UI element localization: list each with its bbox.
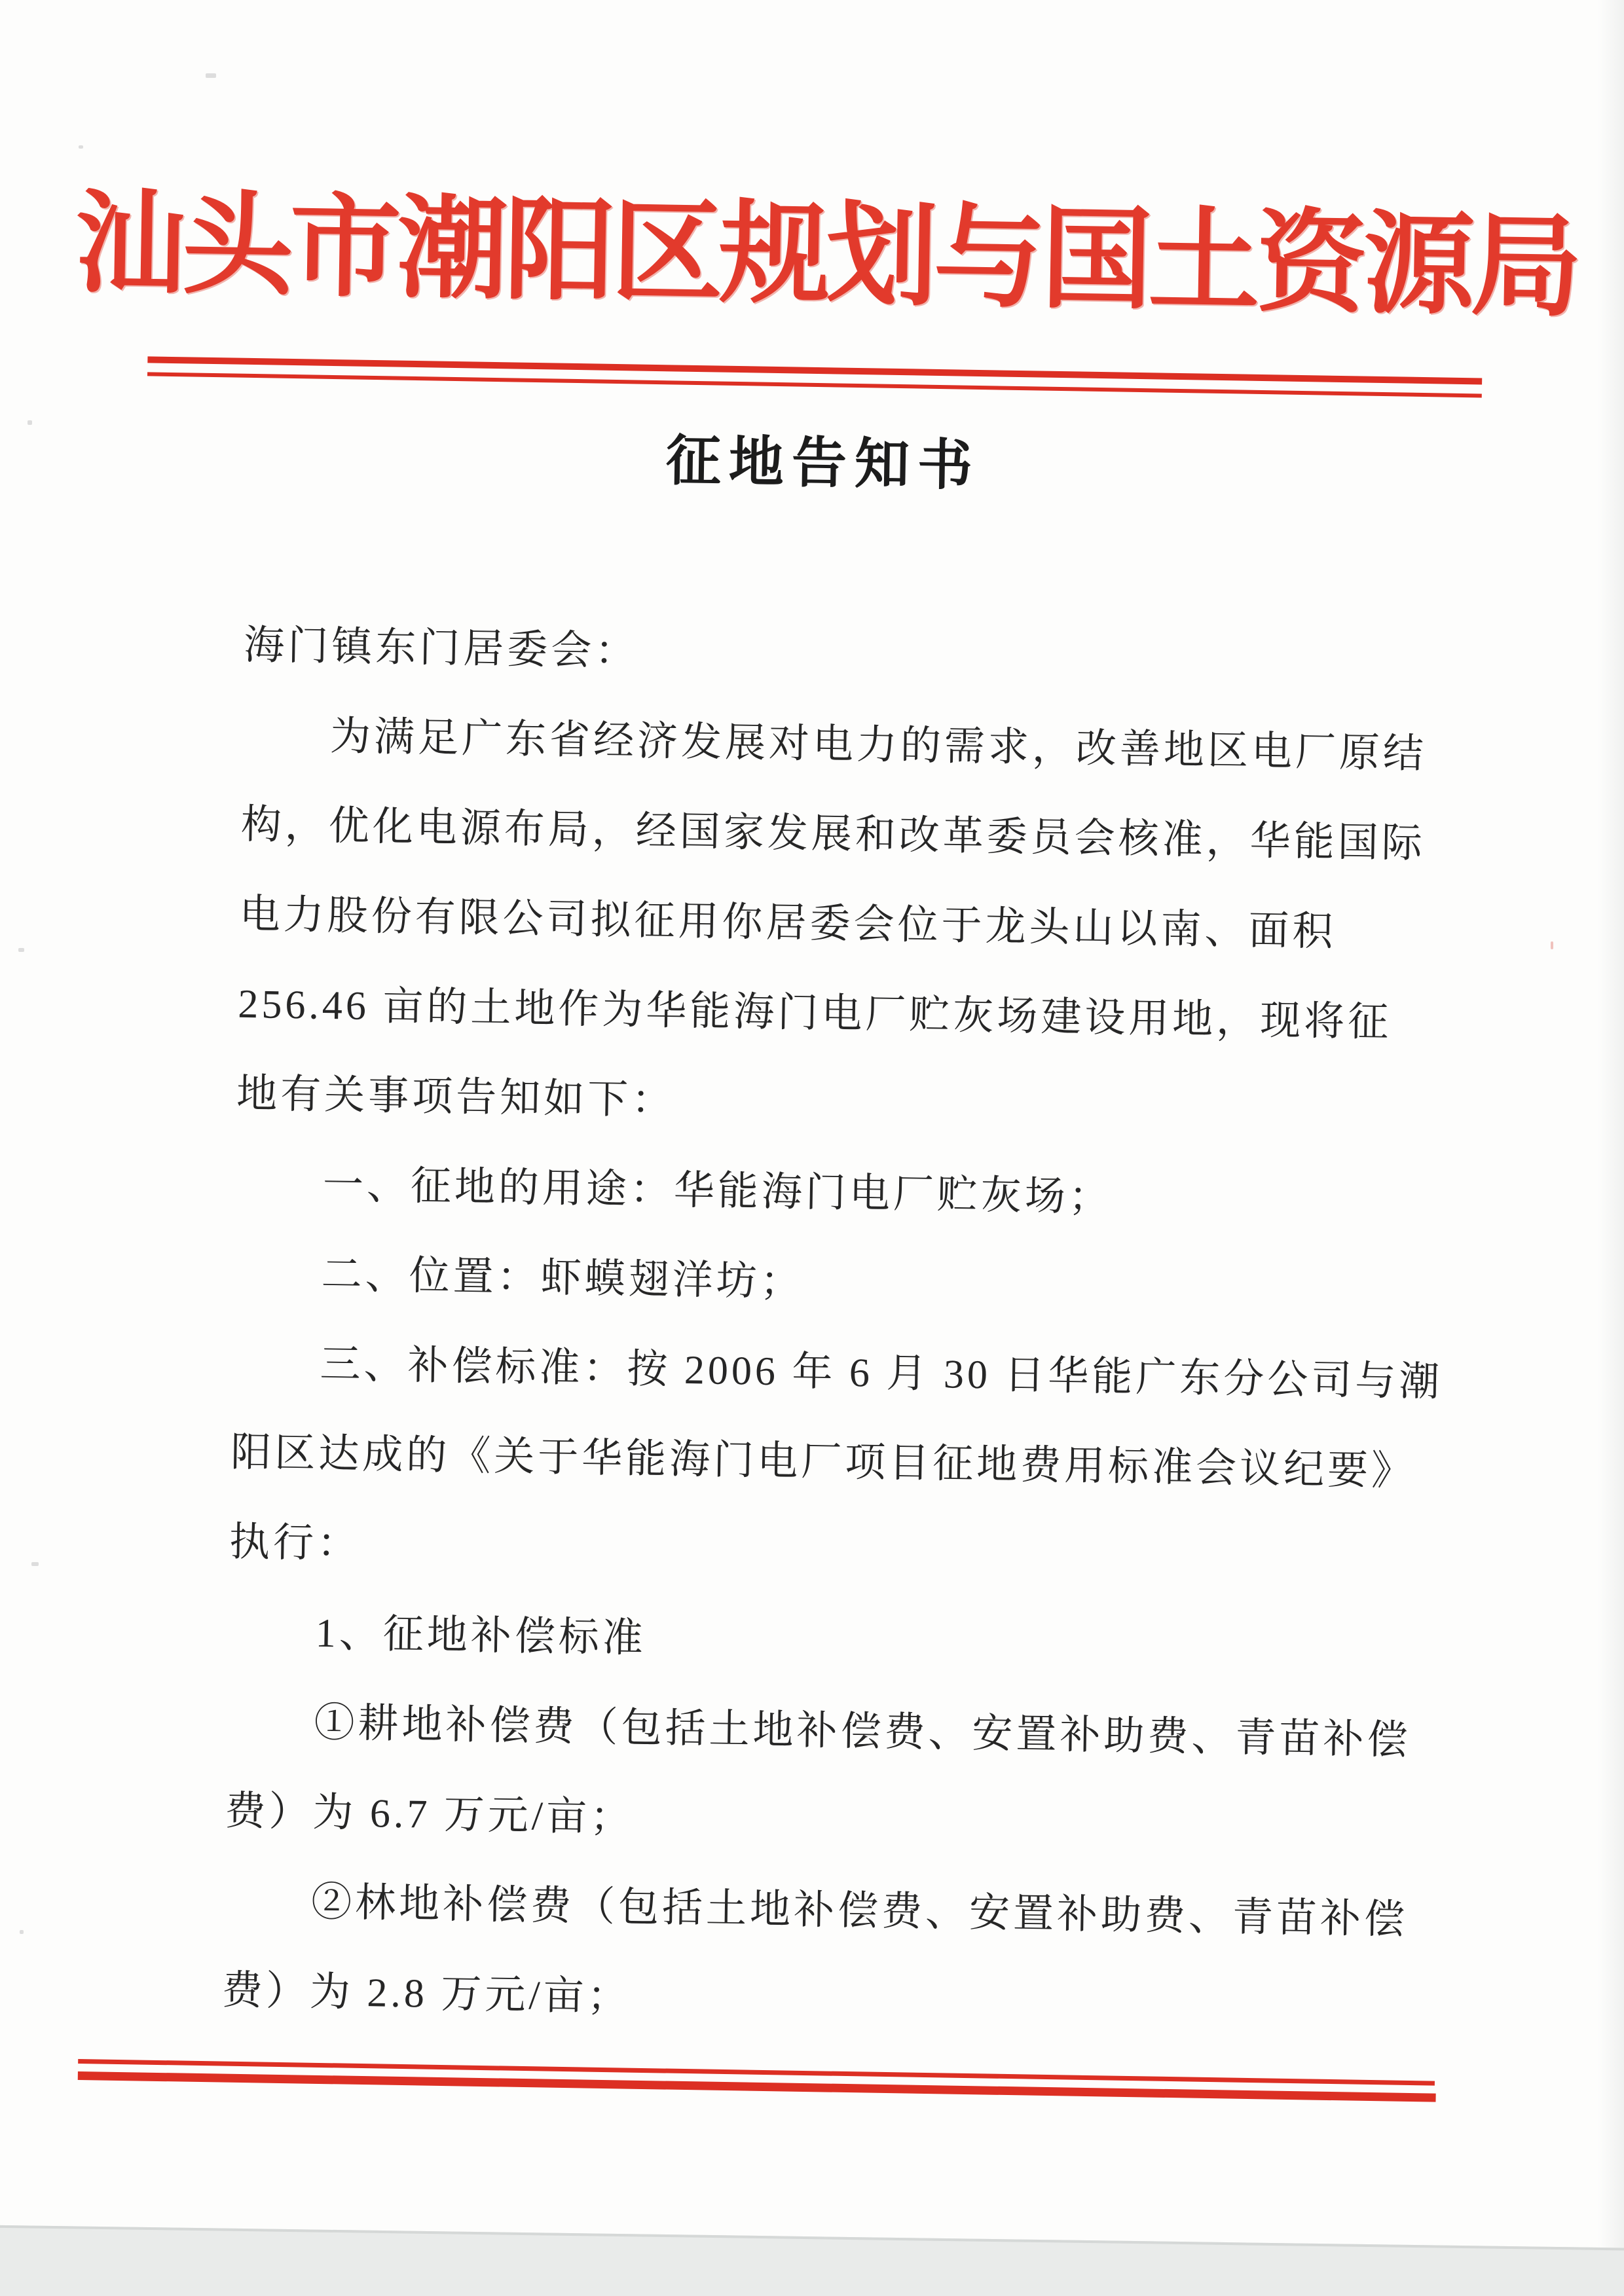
sub-item-line: 1、征地补偿标准 <box>315 1611 647 1661</box>
item-line-1: 一、征地的用途：华能海门电厂贮灰场； <box>322 1162 1113 1220</box>
document-title: 征地告知书 <box>665 428 981 498</box>
paper-speck <box>206 73 216 78</box>
item-line-3: 三、补偿标准：按 2006 年 6 月 30 日华能广东分公司与潮 <box>319 1341 1443 1405</box>
body-line: 执行： <box>229 1520 361 1567</box>
item-line-2: 二、位置：虾蟆翅洋坊； <box>321 1252 805 1305</box>
clause-line-2: ②林地补偿费（包括土地补偿费、安置补助费、青苗补偿 <box>310 1880 1409 1942</box>
paper-speck <box>28 420 32 425</box>
paper-speck <box>31 1562 39 1566</box>
body-line: 构，优化电源布局，经国家发展和改革委员会核准，华能国际 <box>240 802 1426 867</box>
paper-speck <box>20 1930 24 1934</box>
body-line: 地有关事项告知如下： <box>236 1071 676 1123</box>
paper-speck <box>18 948 24 952</box>
agency-letterhead: 汕头市潮阳区规划与国土资源局 <box>73 182 1579 330</box>
body-line: 费）为 2.8 万元/亩； <box>221 1968 632 2020</box>
recipient-line: 海门镇东门居委会： <box>243 623 639 674</box>
paper-speck <box>1551 941 1553 949</box>
body-line: 256.46 亩的土地作为华能海门电厂贮灰场建设用地，现将征 <box>237 981 1392 1046</box>
body-line: 为满足广东省经济发展对电力的需求，改善地区电厂原结 <box>329 714 1428 777</box>
body-line: 电力股份有限公司拟征用你居委会位于龙头山以南、面积 <box>239 892 1337 955</box>
clause-line-1: ①耕地补偿费（包括土地补偿费、安置补助费、青苗补偿 <box>314 1700 1411 1763</box>
body-line: 阳区达成的《关于华能海门电厂项目征地费用标准会议纪要》 <box>230 1430 1416 1495</box>
document-body <box>221 601 1443 2055</box>
body-line: 费）为 6.7 万元/亩； <box>224 1789 635 1840</box>
top-rule-thick <box>147 356 1482 384</box>
bottom-rule-thick <box>78 2071 1436 2102</box>
paper-speck <box>79 145 83 149</box>
